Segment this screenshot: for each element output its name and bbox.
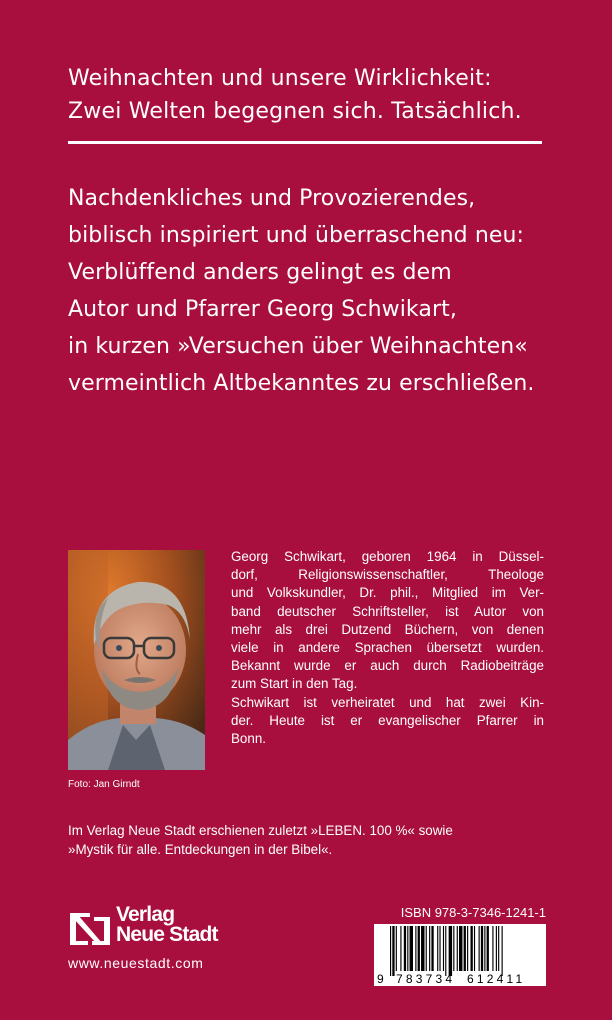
barcode-bar bbox=[410, 926, 413, 971]
blurb-line-2: biblisch inspiriert und überraschend neu: bbox=[68, 223, 525, 248]
blurb-line-4: Autor und Pfarrer Georg Schwikart, bbox=[68, 297, 457, 322]
barcode-bar bbox=[445, 926, 446, 976]
author-portrait-image bbox=[68, 550, 205, 770]
publisher-name-line-2: Neue Stadt bbox=[116, 923, 218, 946]
photo-credit: Foto: Jan Girndt bbox=[68, 779, 140, 790]
barcode-bar bbox=[418, 926, 420, 971]
barcode-bar bbox=[400, 926, 401, 971]
bio-line-2: dorf, Religionswissenschaftler, Theologe bbox=[231, 567, 544, 583]
bio-line-9: Schwikart ist verheiratet und hat zwei Kin- bbox=[231, 694, 544, 710]
barcode-bar bbox=[404, 926, 406, 971]
barcode-bar bbox=[459, 926, 462, 971]
barcode-bar bbox=[453, 926, 454, 971]
barcode-bar bbox=[471, 926, 473, 971]
barcode-bar bbox=[390, 926, 391, 976]
also-published-line-2: »Mystik für alle. Entdeckungen in der Bibel«. bbox=[68, 841, 333, 857]
barcode-bar bbox=[439, 926, 440, 971]
barcode-bar bbox=[457, 926, 458, 971]
publisher-name-line-1: Verlag bbox=[116, 903, 175, 926]
bio-line-10: der. Heute ist er evangelischer Pfarrer in bbox=[231, 712, 544, 728]
blurb-line-6: vermeintlich Altbekanntes zu erschließen. bbox=[68, 371, 535, 396]
blurb-line-5: in kurzen »Versuchen über Weihnachten« bbox=[68, 334, 528, 359]
bio-line-1: Georg Schwikart, geboren 1964 in Düssel- bbox=[231, 549, 544, 564]
publisher-block bbox=[68, 905, 268, 975]
blurb bbox=[68, 180, 588, 402]
isbn-label: ISBN 978-3-7346-1241-1 bbox=[400, 905, 546, 920]
tagline-line-1: Weihnachten und unsere Wirklichkeit: bbox=[68, 66, 492, 91]
tagline-line-2: Zwei Welten begegnen sich. Tatsächlich. bbox=[68, 99, 522, 124]
barcode-bar bbox=[484, 926, 485, 971]
barcode-digits-left: 783734 bbox=[396, 972, 456, 986]
barcode-bar bbox=[429, 926, 430, 971]
publisher-logo-icon bbox=[68, 909, 112, 949]
barcode-bar bbox=[421, 926, 424, 971]
publisher-name bbox=[116, 905, 218, 945]
barcode-bar bbox=[426, 926, 427, 971]
barcode-bar bbox=[443, 926, 444, 971]
bio-line-6: viele in andere Sprachen übersetzt wurden. bbox=[231, 640, 544, 656]
barcode-bar bbox=[396, 926, 397, 971]
isbn-barcode bbox=[374, 924, 546, 986]
barcode-bar bbox=[492, 926, 493, 971]
also-published bbox=[68, 822, 548, 859]
barcode-bar bbox=[502, 926, 503, 976]
bio-line-11: Bonn. bbox=[231, 731, 266, 747]
barcode-bar bbox=[392, 926, 394, 976]
barcode-bar bbox=[464, 926, 466, 971]
bio-line-4: band deutscher Schriftsteller, ist Autor von bbox=[231, 603, 544, 619]
author-photo bbox=[68, 550, 205, 770]
divider-rule bbox=[68, 141, 542, 144]
barcode-bar bbox=[431, 926, 433, 971]
barcode-bar bbox=[474, 926, 475, 971]
also-published-line-1: Im Verlag Neue Stadt erschienen zuletzt »LEBEN. 100 %« sowie bbox=[68, 823, 453, 838]
barcode-bar bbox=[487, 926, 489, 971]
barcode-bar bbox=[479, 926, 480, 971]
barcode-bar bbox=[449, 926, 452, 976]
bio-line-8: zum Start in den Tag. bbox=[231, 676, 358, 692]
barcode-bar bbox=[467, 926, 468, 971]
barcode-bar bbox=[415, 926, 416, 971]
barcode-digits-right: 612411 bbox=[467, 972, 526, 986]
barcode-bar bbox=[437, 926, 438, 971]
tagline bbox=[68, 62, 568, 128]
barcode-bar bbox=[496, 926, 497, 971]
blurb-line-3: Verblüffend anders gelingt es dem bbox=[68, 260, 452, 285]
barcode-bar bbox=[481, 926, 483, 971]
blurb-line-1: Nachdenkliches und Provozierendes, bbox=[68, 186, 476, 211]
publisher-website[interactable]: www.neuestadt.com bbox=[68, 955, 204, 971]
author-bio bbox=[231, 548, 544, 748]
bio-line-3: und Volkskundler, Dr. phil., Mitglied im Ver- bbox=[231, 585, 544, 601]
barcode-bar bbox=[407, 926, 408, 971]
bio-line-5: mehr als drei Dutzend Büchern, von denen bbox=[231, 621, 544, 637]
bio-line-7: Bekannt wurde er auch durch Radiobeiträge bbox=[231, 658, 544, 674]
barcode-bar bbox=[498, 926, 499, 971]
barcode-digit-prefix: 9 bbox=[377, 972, 384, 986]
